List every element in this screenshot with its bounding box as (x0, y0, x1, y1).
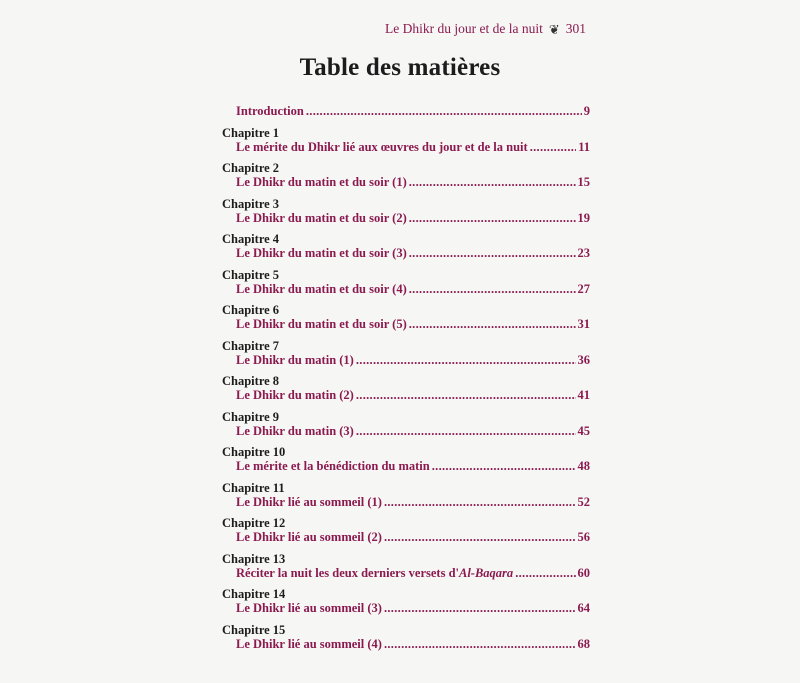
dot-leader (409, 282, 576, 296)
toc-entry (222, 637, 590, 651)
running-title: Le Dhikr du jour et de la nuit (385, 21, 543, 36)
toc-chapter-12[interactable] (222, 517, 590, 544)
toc-entry (222, 459, 590, 473)
toc-entry-title: Le Dhikr lié au sommeil (3) (236, 601, 382, 615)
toc-entry-page: 41 (577, 388, 590, 402)
toc-chapter-10[interactable] (222, 446, 590, 473)
toc-entry-page: 36 (577, 352, 590, 367)
toc-entry-title-text: Réciter la nuit les deux derniers versets d' (236, 565, 459, 580)
toc-entry-introduction[interactable] (222, 104, 590, 118)
dot-leader (356, 424, 576, 438)
chapter-label: Chapitre 15 (222, 622, 286, 637)
chapter-label: Chapitre 8 (222, 374, 280, 388)
toc-entry (222, 282, 590, 296)
toc-chapter-7[interactable] (222, 340, 590, 367)
toc-entry (222, 601, 590, 615)
chapter-label: Chapitre 11 (222, 480, 285, 495)
dot-leader (356, 388, 576, 402)
chapter-label: Chapitre 12 (222, 516, 286, 530)
toc-entry-page: 23 (577, 246, 590, 260)
page-title: Table des matières (299, 54, 501, 81)
toc-entry-title: Le mérite et la bénédiction du matin (236, 459, 430, 473)
toc-entry-title: Le Dhikr lié au sommeil (1) (236, 494, 382, 509)
dot-leader (384, 601, 576, 615)
toc-entry (222, 424, 590, 438)
dot-leader (306, 104, 582, 118)
toc-entry-page: 11 (578, 139, 590, 154)
dot-leader (384, 530, 576, 544)
toc-entry (222, 388, 590, 402)
dot-leader (530, 140, 577, 154)
dot-leader (409, 317, 576, 331)
toc-entry (222, 211, 590, 225)
toc-entry-page: 56 (577, 530, 590, 544)
toc-entry-title: Le Dhikr du matin (1) (236, 352, 354, 367)
toc-entry-page: 64 (577, 601, 590, 615)
chapter-label: Chapitre 6 (222, 303, 280, 317)
toc-entry-page: 48 (577, 459, 590, 473)
dot-leader (515, 566, 575, 580)
chapter-label: Chapitre 7 (222, 338, 280, 353)
chapter-label: Chapitre 5 (222, 267, 280, 282)
toc-entry (222, 175, 590, 189)
toc-entry-title-italic: Al-Baqara (459, 565, 514, 580)
toc-entry-title (236, 566, 513, 580)
toc-entry (222, 140, 590, 154)
toc-entry-page: 60 (577, 565, 590, 580)
toc-entry (222, 246, 590, 260)
toc-entry-page: 31 (577, 317, 590, 331)
toc-entry-title: Le Dhikr du matin et du soir (3) (236, 246, 407, 260)
toc-chapter-9[interactable] (222, 411, 590, 438)
toc-entry-title: Le Dhikr lié au sommeil (2) (236, 530, 382, 544)
table-of-contents (222, 104, 590, 651)
page-number: 301 (565, 21, 586, 36)
toc-entry (222, 566, 590, 580)
toc-entry-page: 45 (577, 423, 590, 438)
toc-entry (222, 353, 590, 367)
toc-entry-page: 52 (577, 494, 590, 509)
dot-leader (432, 459, 576, 473)
toc-entry-page: 15 (577, 175, 590, 189)
toc-chapter-8[interactable] (222, 375, 590, 402)
toc-chapter-1[interactable] (222, 127, 590, 154)
toc-entry-title: Le Dhikr du matin (2) (236, 388, 354, 402)
toc-entry-title: Le mérite du Dhikr lié aux œuvres du jour et de la nuit (236, 139, 528, 154)
toc-entry-page: 19 (577, 210, 590, 225)
chapter-label: Chapitre 3 (222, 196, 280, 211)
toc-entry (222, 495, 590, 509)
chapter-label: Chapitre 1 (222, 125, 280, 140)
chapter-label: Chapitre 10 (222, 445, 286, 459)
toc-chapter-15[interactable] (222, 624, 590, 651)
chapter-label: Chapitre 9 (222, 409, 280, 424)
toc-entry-title: Le Dhikr du matin et du soir (2) (236, 210, 407, 225)
dot-leader (409, 211, 576, 225)
chapter-label: Chapitre 13 (222, 551, 286, 566)
dot-leader (384, 495, 576, 509)
toc-chapter-11[interactable] (222, 482, 590, 509)
running-header (385, 21, 586, 37)
toc-entry-title: Le Dhikr du matin et du soir (5) (236, 317, 407, 331)
toc-entry (222, 530, 590, 544)
toc-entry (222, 317, 590, 331)
toc-chapter-6[interactable] (222, 304, 590, 331)
chapter-label: Chapitre 4 (222, 232, 280, 246)
dot-leader (356, 353, 576, 367)
toc-entry-title: Introduction (236, 104, 304, 118)
dot-leader (384, 637, 576, 651)
toc-chapter-13[interactable] (222, 553, 590, 580)
chapter-label: Chapitre 14 (222, 587, 286, 601)
toc-entry-title: Le Dhikr lié au sommeil (4) (236, 636, 382, 651)
toc-entry-title: Le Dhikr du matin (3) (236, 423, 354, 438)
toc-entry-page: 9 (583, 104, 590, 118)
toc-chapter-14[interactable] (222, 588, 590, 615)
toc-chapter-4[interactable] (222, 233, 590, 260)
toc-entry-page: 68 (577, 636, 590, 651)
dot-leader (409, 246, 576, 260)
toc-chapter-2[interactable] (222, 162, 590, 189)
dot-leader (409, 175, 576, 189)
fleuron-icon: ❦ (548, 21, 560, 37)
toc-entry-title: Le Dhikr du matin et du soir (1) (236, 175, 407, 189)
toc-entry-title: Le Dhikr du matin et du soir (4) (236, 281, 407, 296)
toc-entry-page: 27 (577, 281, 590, 296)
toc-chapter-3[interactable] (222, 198, 590, 225)
toc-chapter-5[interactable] (222, 269, 590, 296)
chapter-label: Chapitre 2 (222, 161, 280, 175)
